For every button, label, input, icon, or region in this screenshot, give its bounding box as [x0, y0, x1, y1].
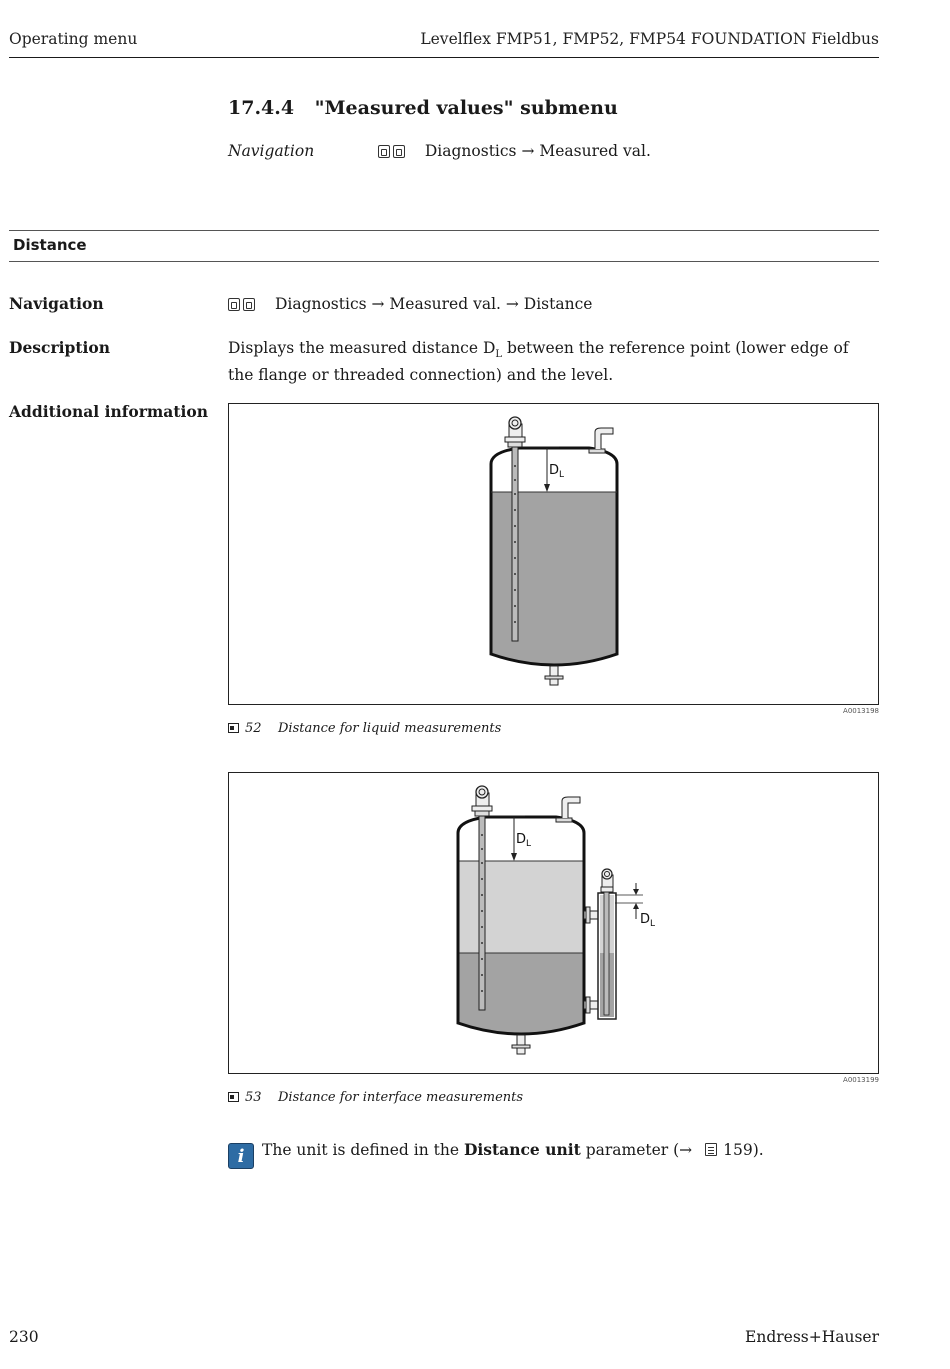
- figure-code: A0013199: [843, 1076, 879, 1084]
- figure-icon: [228, 723, 239, 733]
- lower-phase-fill: [458, 953, 584, 1034]
- note-text: The unit is defined in the Distance unit parameter (→ 159).: [262, 1140, 764, 1159]
- tank-interface-diagram: [229, 773, 878, 1073]
- figure-icon: [228, 1092, 239, 1102]
- additional-information-label: Additional information: [9, 402, 209, 421]
- tank-liquid-diagram: [229, 404, 878, 704]
- drain-outlet-icon: [512, 1035, 530, 1054]
- probe-rod: [479, 815, 485, 1010]
- navigation-value: [228, 294, 592, 316]
- section-number: 17.4.4: [228, 97, 295, 119]
- description-text: Displays the measured distance $D_L$ between the reference point (lower edge of the flange or threaded connection) and the level.: [228, 339, 849, 385]
- section-title: "Measured values" submenu: [314, 97, 618, 119]
- nozzle-icon: [556, 797, 580, 822]
- section-heading: [228, 97, 618, 119]
- section-navigation-path: Diagnostics → Measured val.: [424, 142, 651, 160]
- parameter-top-rule: [9, 230, 879, 231]
- bypass-chamber: [584, 869, 616, 1019]
- drain-outlet-icon: [545, 666, 563, 685]
- header-product-title: Levelflex FMP51, FMP52, FMP54 FOUNDATION Fieldbus: [420, 30, 879, 48]
- figure-caption: 53 Distance for interface measurements: [228, 1090, 523, 1105]
- header-section-title: Operating menu: [9, 30, 138, 48]
- page-reference[interactable]: 159: [723, 1141, 753, 1159]
- page-number: 230: [9, 1328, 39, 1346]
- parameter-name: Distance: [13, 236, 87, 254]
- transmitter-head-icon: [472, 786, 492, 816]
- figure-code: A0013198: [843, 707, 879, 715]
- note-parameter-name: Distance unit: [463, 1140, 581, 1159]
- transmitter-head-icon: [505, 417, 525, 447]
- section-navigation: [228, 142, 651, 162]
- distance-label: $D_L$: [516, 832, 532, 849]
- navigation-label: Navigation: [9, 294, 104, 313]
- figure-caption: 52 Distance for liquid measurements: [228, 721, 501, 736]
- upper-phase-fill: [458, 861, 584, 953]
- footer-company: Endress+Hauser: [745, 1328, 879, 1346]
- figure-liquid-measurement: [228, 403, 879, 705]
- figure-interface-measurement: [228, 772, 879, 1074]
- page-reference-icon: [705, 1143, 717, 1156]
- navigation-keys-icon: [228, 296, 258, 316]
- distance-label: $D_L$: [549, 463, 565, 480]
- navigation-path: Diagnostics → Measured val. → Distance: [274, 295, 593, 313]
- section-navigation-label: Navigation: [228, 142, 315, 160]
- parameter-bottom-rule: [9, 261, 879, 262]
- info-icon: i: [228, 1143, 254, 1169]
- description-label: Description: [9, 338, 111, 357]
- probe-rod: [512, 446, 518, 641]
- liquid-fill: [491, 492, 617, 665]
- nozzle-icon: [589, 428, 613, 453]
- navigation-keys-icon: [378, 144, 408, 162]
- distance-label: $D_L$: [640, 912, 656, 929]
- header-divider: [9, 57, 879, 58]
